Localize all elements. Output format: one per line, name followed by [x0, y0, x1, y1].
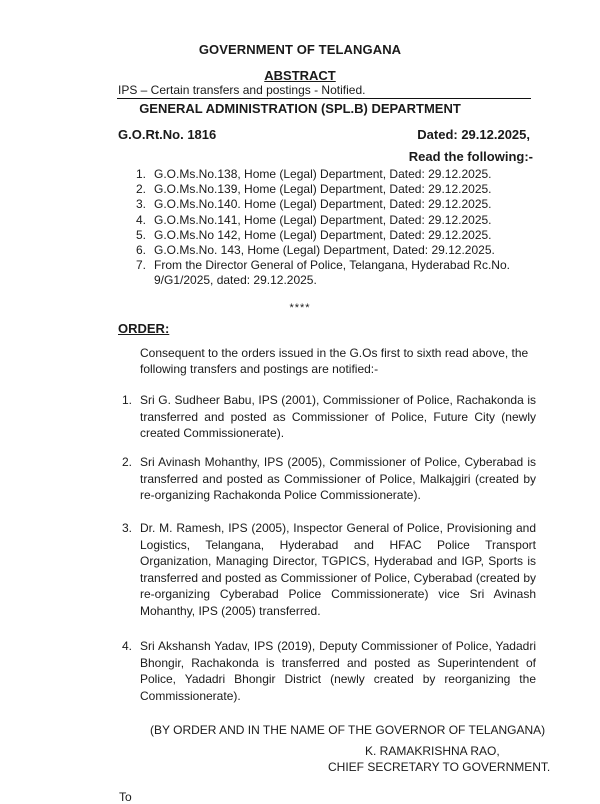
reference-number: 4.: [136, 212, 147, 227]
reference-item: [136, 243, 516, 258]
order-text: Sri Akshansh Yadav, IPS (2019), Deputy Commissioner of Police, Yadadri Bhongir, Rachakonda is transferred and posted as Superintendent of Police, Yadadri Bhongir District (newly created by reorganizing the Commissionerate).: [140, 639, 536, 703]
reference-number: 6.: [136, 243, 147, 258]
go-number: G.O.Rt.No. 1816: [118, 127, 217, 142]
order-intro-text: Consequent to the orders issued in the G.Os first to sixth read above, the following transfers and postings are notified:-: [140, 346, 529, 376]
order-number: 2.: [122, 455, 133, 469]
reference-item: [136, 182, 516, 197]
reference-item: [136, 197, 516, 212]
order-item: [118, 454, 536, 504]
order-text: Sri Avinash Mohanthy, IPS (2005), Commissioner of Police, Cyberabad is transferred and posted as Commissioner of Police, Malkajgiri (created by re-organizing Rachakonda Police Commissionerate).: [140, 455, 536, 502]
reference-item: [136, 213, 516, 228]
order-intro-paragraph: [118, 345, 536, 377]
reference-number: 5.: [136, 227, 147, 242]
governor-order-line: (BY ORDER AND IN THE NAME OF THE GOVERNOR OF TELANGANA): [150, 723, 546, 737]
reference-text: G.O.Ms.No.138, Home (Legal) Department, Dated: 29.12.2025.: [154, 167, 492, 181]
reference-number: 7.: [136, 258, 147, 273]
order-heading: ORDER:: [118, 321, 170, 336]
order-text: Dr. M. Ramesh, IPS (2005), Inspector General of Police, Provisioning and Logistics, Telangana, Hyderabad and HFAC Police Transport Organization, Managing Director, TGPICS, Hyderabad and IGP, Sports is transferred and posted as Commissioner of Police, Cyberabad (created by re-organizing Cyberabad Police Commissionerate) vice Sri Avinash Mohanthy, IPS (2005) transferred.: [140, 521, 536, 618]
reference-text: G.O.Ms.No.139, Home (Legal) Department, Dated: 29.12.2025.: [154, 182, 492, 197]
reference-text: G.O.Ms.No 142, Home (Legal) Department, Dated: 29.12.2025.: [154, 227, 492, 242]
dated: Dated: 29.12.2025,: [417, 127, 530, 142]
separator-stars: ****: [289, 302, 311, 314]
reference-number: 3.: [136, 197, 147, 212]
department-title: GENERAL ADMINISTRATION (SPL.B) DEPARTMENT: [139, 101, 461, 116]
reference-text: G.O.Ms.No.141, Home (Legal) Department, Dated: 29.12.2025.: [154, 212, 492, 227]
order-number: 1.: [122, 393, 133, 407]
order-item: [118, 392, 536, 442]
government-title: GOVERNMENT OF TELANGANA: [198, 42, 402, 57]
reference-item: [136, 167, 516, 182]
order-item: [118, 520, 536, 619]
abstract-label: ABSTRACT: [264, 68, 336, 83]
order-item: [118, 638, 536, 704]
reference-number: 2.: [136, 182, 147, 197]
signatory-designation: CHIEF SECRETARY TO GOVERNMENT.: [328, 760, 551, 774]
signatory-name: K. RAMAKRISHNA RAO,: [365, 744, 500, 758]
order-number: 4.: [122, 639, 133, 653]
reference-item: [136, 258, 516, 288]
order-number: 3.: [122, 521, 133, 535]
reference-text: G.O.Ms.No.140. Home (Legal) Department, Dated: 29.12.2025.: [154, 197, 492, 212]
subject-line: IPS – Certain transfers and postings - Notified.: [118, 83, 366, 97]
read-following-label: Read the following:-: [408, 149, 533, 164]
references-list: [136, 167, 516, 289]
reference-item: [136, 228, 516, 243]
reference-text: G.O.Ms.No. 143, Home (Legal) Department, Dated: 29.12.2025.: [154, 243, 495, 258]
subject-underline-divider: [117, 98, 531, 99]
reference-text: From the Director General of Police, Telangana, Hyderabad Rc.No. 9/G1/2025, dated: 29.12.2025.: [154, 258, 510, 288]
order-text: Sri G. Sudheer Babu, IPS (2001), Commissioner of Police, Rachakonda is transferred and posted as Commissioner of Police, Future City (newly created Commissionerate).: [140, 393, 536, 440]
reference-number: 1.: [136, 167, 147, 181]
to-label: To: [119, 790, 132, 804]
